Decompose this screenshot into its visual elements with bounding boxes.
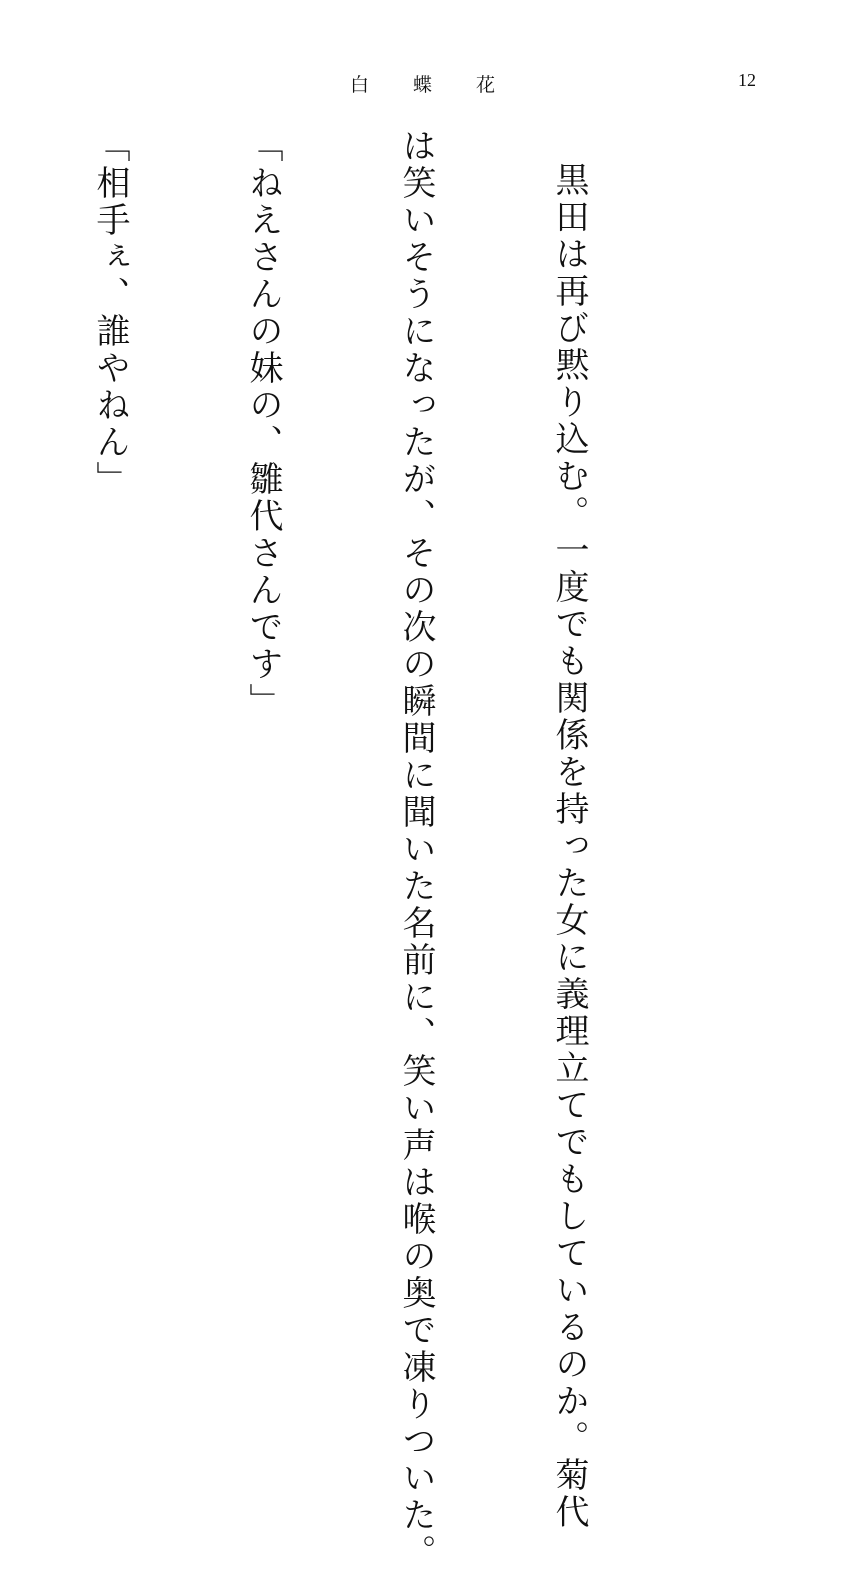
- running-header-title: 白蝶花: [350, 74, 540, 96]
- vertical-body-text: [90, 128, 696, 1571]
- text-line: 黒田は再び黙り込む。一度でも関係を持った女に義理立てでもしているのか。菊代: [549, 162, 589, 1531]
- text-line: 「ねえさんの妹の、雛代さんです」: [243, 128, 283, 720]
- text-line: 「相手ぇ、誰やねん」: [90, 128, 130, 498]
- page-number: 12: [738, 70, 756, 90]
- text-line: は笑いそうになったが、その次の瞬間に聞いた名前に、笑い声は喉の奥で凍りついた。: [396, 128, 436, 1571]
